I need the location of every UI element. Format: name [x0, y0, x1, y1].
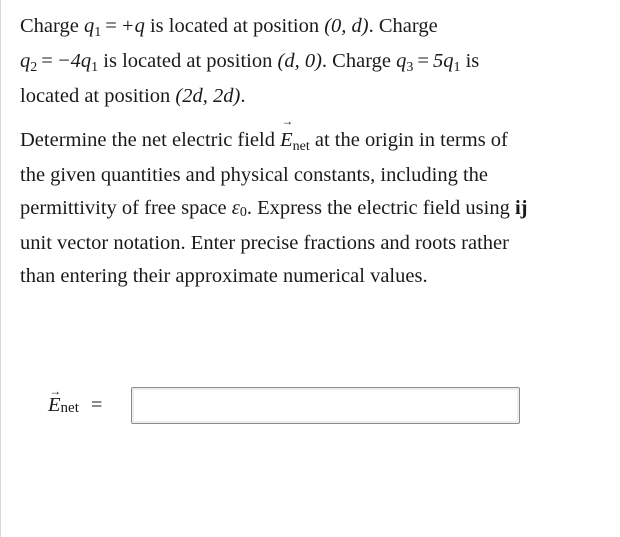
- value: 5q: [432, 50, 454, 72]
- question-line-1: [20, 114, 610, 159]
- subscript: 1: [453, 60, 461, 75]
- question-text: [20, 114, 610, 293]
- text: .: [240, 85, 246, 107]
- charge-q1: [83, 15, 102, 40]
- problem-line-1: [20, 10, 610, 45]
- text: . Express the electric field using: [246, 197, 515, 219]
- unit-vectors-ij: ij: [514, 197, 528, 219]
- symbol: E: [280, 129, 293, 151]
- text: Charge: [20, 15, 84, 37]
- question-line-3: [20, 192, 610, 227]
- text: . Charge: [321, 50, 397, 72]
- answer-label: [48, 383, 103, 424]
- equals-sign: =: [41, 50, 53, 72]
- e-net-vector: [280, 114, 294, 157]
- question-line-5: than entering their approximate numerical values.: [20, 265, 428, 287]
- charge-q3: [396, 50, 414, 75]
- symbol: E: [48, 393, 61, 416]
- question-line-2: the given quantities and physical constants, including the: [20, 164, 488, 186]
- epsilon-symbol: ε: [231, 197, 240, 219]
- symbol: q: [396, 50, 407, 72]
- question-line-4: unit vector notation. Enter precise fractions and roots rather: [20, 232, 509, 254]
- subscript: net: [60, 399, 79, 416]
- problem-line-2: [20, 45, 610, 80]
- equals-sign: =: [105, 15, 117, 37]
- equals-sign: =: [90, 393, 103, 416]
- position-q2: (d, 0): [277, 50, 322, 72]
- text: permittivity of free space: [20, 197, 232, 219]
- subscript: 3: [406, 60, 414, 75]
- equals-sign: =: [417, 50, 429, 72]
- text: . Charge: [368, 15, 438, 37]
- text: located at position: [20, 85, 176, 107]
- charge-q1-value: +q: [120, 15, 145, 37]
- charge-q2-value: [56, 50, 99, 75]
- symbol: q: [83, 15, 95, 37]
- text: is: [460, 50, 480, 72]
- vector-arrow-icon: →: [281, 114, 294, 128]
- symbol: q: [20, 50, 31, 72]
- charge-q2: [20, 50, 38, 75]
- text: Determine the net electric field: [20, 129, 281, 151]
- text: at the origin in terms of: [309, 129, 508, 151]
- e-net-vector: [48, 383, 62, 417]
- position-q3: (2d, 2d): [175, 85, 241, 107]
- subscript: net: [292, 139, 310, 154]
- answer-input[interactable]: [131, 387, 520, 424]
- subscript: 2: [30, 60, 38, 75]
- problem-statement: [20, 10, 610, 113]
- subscript: 1: [94, 25, 102, 40]
- position-q1: (0, d): [324, 15, 369, 37]
- subscript: 0: [239, 205, 247, 220]
- value: −4q: [56, 50, 92, 72]
- charge-q3-value: [432, 50, 461, 75]
- problem-line-3: [20, 80, 610, 113]
- vector-arrow-icon: →: [49, 383, 62, 398]
- text: is located at position: [98, 50, 278, 72]
- subscript: 1: [91, 60, 99, 75]
- text: is located at position: [144, 15, 325, 37]
